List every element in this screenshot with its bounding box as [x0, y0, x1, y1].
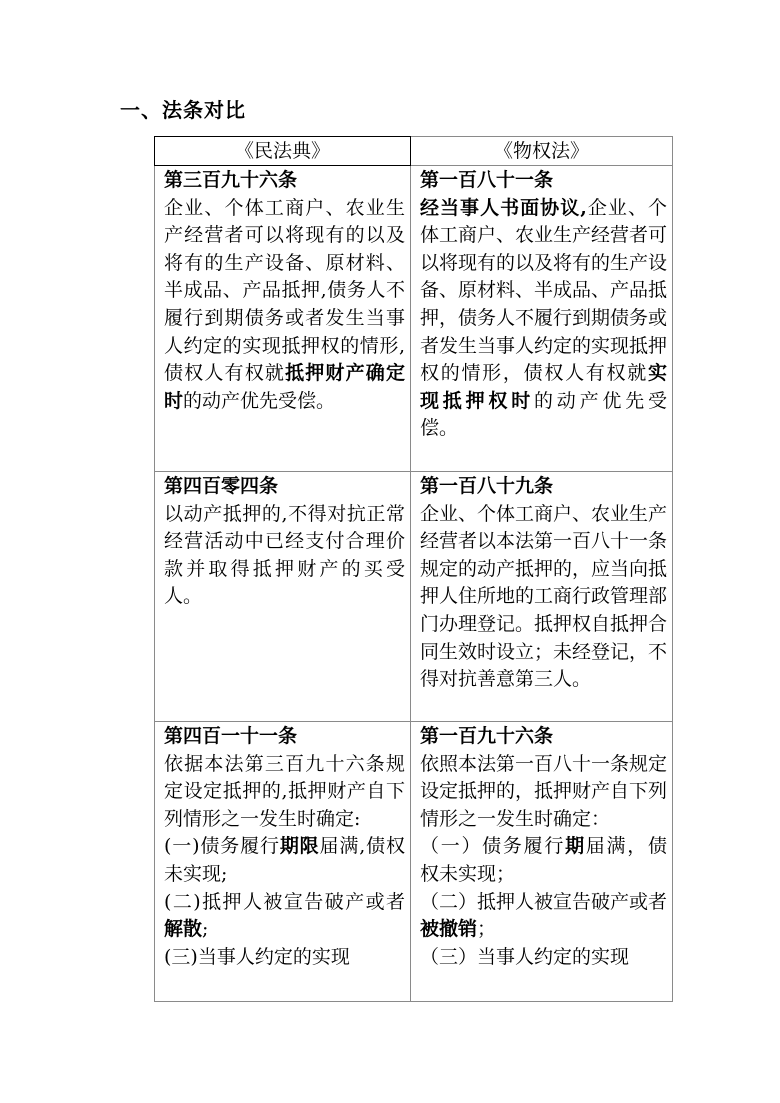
article-text: 以动产抵押的,不得对抗正常经营活动中已经支付合理价款并取得抵押财产的买受人。: [164, 502, 405, 608]
civil-code-cell: [155, 722, 411, 1002]
table-row: [155, 472, 673, 722]
article-number: 第一百九十六条: [420, 725, 554, 747]
civil-code-cell: [155, 166, 411, 472]
article-clause: [164, 833, 405, 888]
article-number: 第一百八十九条: [420, 475, 554, 497]
article-text: 企业、个体工商户、农业生产经营者可以将现有的以及将有的生产设备、原材料、半成品、产品抵押，债务人不履行到期债务或者发生当事人约定的实现抵押权的情形，债权人有权就: [420, 196, 668, 385]
article-text: (二)抵押人被宣告破产或者: [164, 890, 405, 913]
article-text: 的动产优先受偿。: [183, 389, 336, 412]
emphasized-text: 解散: [164, 918, 203, 941]
emphasized-text: 抵押财产确定时: [164, 362, 405, 412]
article-text: (三)当事人约定的实现: [164, 945, 350, 968]
table-row: [155, 722, 673, 1002]
article-text: ;: [202, 918, 209, 941]
article-text: 依照本法第一百八十一条规定设定抵押的，抵押财产自下列情形之一发生时确定：: [420, 752, 668, 830]
article-text: 企业、个体工商户、农业生产经营者以本法第一百八十一条规定的动产抵押的，应当向抵押人住所地的工商行政管理部门办理登记。抵押权自抵押合同生效时设立；未经登记，不得对抗善意第三人。: [420, 502, 668, 691]
article-body: [164, 501, 405, 611]
article-body: [164, 751, 405, 834]
article-clause: [420, 944, 667, 972]
article-text: （一）债务履行: [420, 835, 566, 858]
header-civil-code: 《民法典》: [155, 137, 411, 166]
article-number: 第四百一十一条: [164, 725, 298, 747]
emphasized-text: 期限: [279, 835, 320, 858]
table-header-row: [155, 137, 673, 166]
article-clause: [164, 889, 405, 944]
table-row: [155, 166, 673, 472]
header-property-law: 《物权法》: [411, 137, 673, 166]
article-text: (一)债务履行: [164, 835, 280, 858]
property-law-cell: [411, 472, 673, 722]
article-text: 届满,债权未实现;: [164, 835, 405, 885]
article-text: 依据本法第三百九十六条规定设定抵押的,抵押财产自下列情形之一发生时确定:: [164, 752, 405, 830]
article-body: [164, 195, 405, 416]
article-text: 的动产优先受偿。: [420, 389, 667, 440]
civil-code-cell: [155, 472, 411, 722]
article-clause: [420, 889, 667, 944]
article-body: [420, 751, 667, 834]
article-text: ；: [477, 918, 497, 941]
article-text: 届满，债权未实现；: [420, 835, 667, 885]
article-body: [420, 501, 667, 694]
article-text: 企业、个体工商户、农业生产经营者可以将现有的以及将有的生产设备、原材料、半成品、产品抵押,债务人不履行到期债务或者发生当事人约定的实现抵押权的情形,债权人有权就: [164, 196, 405, 385]
law-comparison-table: [154, 136, 673, 1002]
article-number: 第一百八十一条: [420, 169, 554, 191]
emphasized-text: 经当事人书面协议,: [420, 196, 587, 219]
emphasized-text: 期: [565, 835, 586, 858]
article-text: （二）抵押人被宣告破产或者: [420, 890, 668, 913]
section-heading: 一、法条对比: [120, 98, 246, 122]
article-body: [420, 195, 667, 443]
property-law-cell: [411, 166, 673, 472]
article-number: 第四百零四条: [164, 475, 279, 497]
article-clause: [164, 944, 405, 972]
emphasized-text: 实现抵押权时: [420, 362, 667, 412]
article-number: 第三百九十六条: [164, 169, 298, 191]
article-text: （三）当事人约定的实现: [420, 945, 630, 968]
article-clause: [420, 833, 667, 888]
property-law-cell: [411, 722, 673, 1002]
emphasized-text: 被撤销: [420, 918, 478, 941]
